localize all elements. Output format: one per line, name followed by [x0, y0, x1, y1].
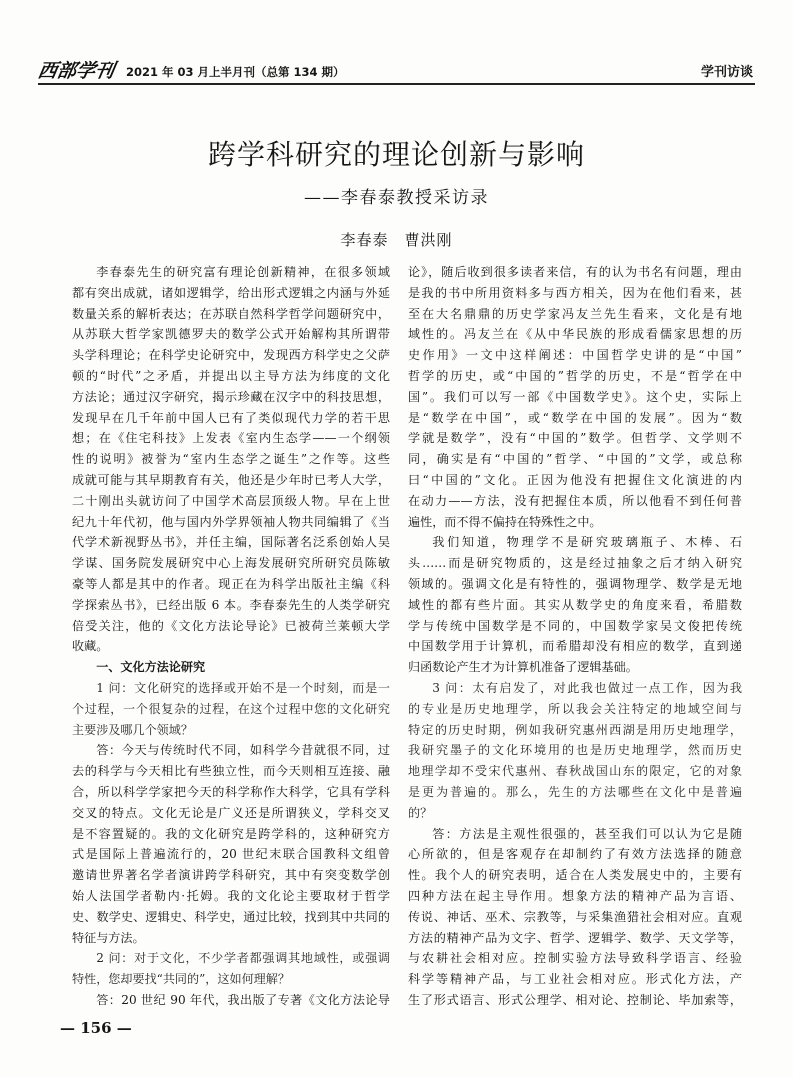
- section-heading-block: [72, 657, 390, 678]
- text-line: 史作用》一文中这样阐述：中国哲学史讲的是“中国”: [408, 348, 742, 363]
- text-line: 心所欲的，但是客观存在却制约了有效方法选择的随意: [408, 847, 742, 862]
- text-line: 是我的书中所用资料多与西方相关，因为在他们看来，甚: [408, 285, 742, 300]
- text-line: 特定的历史时期，例如我研究惠州西湖是用历史地理学，: [408, 722, 742, 737]
- text-line: 3 问：太有启发了，对此我也做过一点工作，因为我: [432, 680, 742, 695]
- text-line: 学就是数学”，没有“中国的”数学。但哲学、文学则不: [408, 431, 742, 446]
- text-line: 答：今天与传统时代不同，如科学今昔就很不同，过: [96, 743, 390, 758]
- text-line: 都有突出成就，诸如逻辑学，给出形式逻辑之内涵与外延: [72, 285, 390, 300]
- text-line: 邀请世界著名学者演讲跨学科研究，其中有突变数学创: [72, 868, 390, 883]
- text-line: 科学等精神产品，与工业社会相对应。形式化方法，产: [408, 972, 742, 987]
- text-line: 特性，您却要找“共同的”，这如何理解？: [72, 972, 290, 987]
- text-line: 李春泰先生的研究富有理论创新精神，在很多领域: [96, 265, 390, 279]
- text-line: 主要涉及哪几个领域？: [72, 722, 193, 737]
- text-line: 的专业是历史地理学，所以我会关注特定的地域空间与: [408, 701, 742, 716]
- text-line: 归函数论产生才为计算机准备了逻辑基础。: [408, 660, 638, 675]
- text-line: 中国数学用于计算机，而希腊却没有相应的数学，直到递: [408, 639, 742, 654]
- text-line: 曰“中国的”文化。正因为他没有把握住文化演进的内: [408, 472, 742, 487]
- text-line: 同，确实是有“中国的”哲学、“中国的”文学，或总称: [408, 452, 742, 467]
- text-line: 发现早在几千年前中国人已有了类似现代力学的若干思: [72, 410, 390, 425]
- article-authors: 李春泰 曹洪刚: [340, 231, 453, 249]
- text-line: 我们知道，物理学不是研究玻璃瓶子、木棒、石: [432, 535, 742, 550]
- text-line: 生了形式语言、形式公理学、相对论、控制论、毕加索等，: [408, 992, 742, 1007]
- header-rule: [38, 83, 755, 85]
- text-line: 是“数学在中国”，或“数学在中国的发展”。因为“数: [408, 410, 742, 425]
- text-line: 答：方法是主观性很强的，甚至我们可以认为它是随: [432, 826, 742, 841]
- intro-paragraph: [72, 262, 390, 657]
- question-3: [408, 678, 742, 824]
- text-line: 方法论；通过汉字研究，揭示珍藏在汉字中的科技思想，: [72, 389, 390, 404]
- question-2: [72, 948, 390, 990]
- text-line: 头学科理论；在科学史论研究中，发现西方科学史之父萨: [72, 348, 390, 363]
- section-label: 学刊访谈: [700, 65, 753, 80]
- text-line: 学与传统中国数学是不同的，中国数学家吴文俊把传统: [408, 618, 742, 633]
- text-line: 性的说明》被誉为“室内生态学之诞生”之作等。这些: [72, 452, 390, 467]
- answer-3: [408, 824, 742, 1011]
- article-title: 跨学科研究的理论创新与影响: [207, 138, 585, 171]
- text-line: 遍性，而不得不偏持在特殊性之中。: [408, 514, 602, 529]
- text-line: 去的科学与今天相比有些独立性，而今天则相互连接、融: [72, 764, 390, 779]
- text-line: 想；在《住宅科技》上发表《室内生态学——一个纲领: [72, 431, 390, 446]
- text-line: 性。我个人的研究表明，适合在人类发展史中的，主要有: [408, 868, 742, 883]
- text-line: 答：20 世纪 90 年代，我出版了专著《文化方法论导: [96, 992, 390, 1007]
- text-line: 方法的精神产品为文字、哲学、逻辑学、数学、天文学等，: [408, 930, 742, 945]
- text-line: 我研究墨子的文化环境用的也是历史地理学，然而历史: [408, 743, 742, 758]
- text-line: 国”。我们可以写一部《中国数学史》。这个史，实际上: [408, 389, 742, 404]
- text-line: 从苏联大哲学家凯德罗夫的数学公式开始解构其所谓带: [72, 327, 390, 342]
- text-line: 是不容置疑的。我的文化研究是跨学科的，这种研究方: [72, 826, 390, 841]
- text-line: 个过程，一个很复杂的过程，在这个过程中您的文化研究: [72, 701, 390, 716]
- text-line: 是更为普遍的。那么，先生的方法哪些在文化中是普遍: [408, 784, 742, 799]
- text-line: 头……而是研究物质的，这是经过抽象之后才纳入研究: [408, 556, 742, 571]
- left-column: [72, 262, 390, 1011]
- text-line: 域性的都有些片面。其实从数学史的角度来看，希腊数: [408, 597, 742, 612]
- text-line: 式是国际上普遍流行的，20 世纪末联合国教科文组曾: [72, 847, 390, 862]
- text-line: 2 问：对于文化，不少学者都强调其地域性，或强调: [96, 951, 390, 966]
- text-line: 论》，随后收到很多读者来信，有的认为书名有问题，理由: [408, 265, 742, 279]
- text-line: 1 问：文化研究的选择或开始不是一个时刻，而是一: [96, 680, 390, 695]
- text-line: 数量关系的解析表达；在苏联自然科学哲学问题研究中，: [72, 306, 390, 321]
- text-line: 特征与方法。: [72, 930, 145, 945]
- journal-logo: 西部学刊: [36, 60, 116, 82]
- text-line: 四种方法在起主导作用。想象方法的精神产品为言语、: [408, 888, 742, 903]
- answer-1: [72, 740, 390, 948]
- text-line: 纪九十年代初，他与国内外学界领袖人物共同编辑了《当: [72, 514, 390, 529]
- text-line: 学探索丛书》，已经出版 6 本。李春泰先生的人类学研究: [72, 597, 390, 612]
- text-line: 在动力——方法，没有把握住本质，所以他看不到任何普: [408, 493, 742, 508]
- text-line: 域性的。冯友兰在《从中华民族的形成看儒家思想的历: [408, 327, 742, 342]
- text-line: 始人法国学者勒内·托姆。我的文化论主要取材于哲学: [72, 888, 390, 903]
- text-line: 交叉的特点。文化无论是广义还是所谓狭义，学科交叉: [72, 805, 390, 820]
- issue-info: 2021 年 03 月上半月刊（总第 134 期）: [126, 65, 345, 79]
- text-line: 的？: [408, 805, 433, 820]
- text-line: 地理学却不受宋代惠州、春秋战国山东的限定，它的对象: [408, 764, 742, 779]
- section-heading: 一、文化方法论研究: [96, 660, 206, 675]
- text-line: 学谋、国务院发展研究中心上海发展研究所研究员陈敏: [72, 556, 390, 571]
- question-1: [72, 678, 390, 740]
- article-subtitle: ——李春泰教授采访录: [304, 188, 489, 208]
- text-line: 成就可能与其早期教育有关，他还是少年时已考人大学，: [72, 472, 390, 487]
- text-line: 顿的“时代”之矛盾，并提出以主导方法为纬度的文化: [72, 368, 390, 383]
- page-number: — 156 —: [60, 1019, 132, 1037]
- text-line: 合，所以科学学家把今天的科学称作大科学，它具有学科: [72, 784, 390, 799]
- answer-2-paragraph-2: [408, 532, 742, 678]
- text-line: 至在大名鼎鼎的历史学家冯友兰先生看来，文化是有地: [408, 306, 742, 321]
- text-line: 收藏。: [72, 639, 109, 654]
- text-line: 与农耕社会相对应。控制实验方法导致科学语言、经验: [408, 951, 742, 966]
- text-line: 二十刚出头就访问了中国学术高层顶级人物。早在上世: [72, 493, 390, 508]
- text-line: 史、数学史、逻辑史、科学史，通过比较，找到其中共同的: [72, 909, 390, 924]
- answer-2-start: [72, 990, 390, 1011]
- text-line: 代学术新视野丛书》，并任主编，国际著名泛系创始人吴: [72, 535, 390, 550]
- right-column: [408, 262, 742, 1011]
- answer-2-continued: [408, 262, 742, 532]
- text-line: 豪等人都是其中的作者。现正在为科学出版社主编《科: [72, 576, 390, 591]
- text-line: 倍受关注，他的《文化方法论导论》已被荷兰莱顿大学: [72, 618, 390, 633]
- text-line: 领域的。强调文化是有特性的，强调物理学、数学是无地: [408, 576, 742, 591]
- text-line: 哲学的历史，或“中国的”哲学的历史，不是“哲学在中: [408, 368, 742, 383]
- text-line: 传说、神话、巫术、宗教等，与采集渔猎社会相对应。直观: [408, 909, 742, 924]
